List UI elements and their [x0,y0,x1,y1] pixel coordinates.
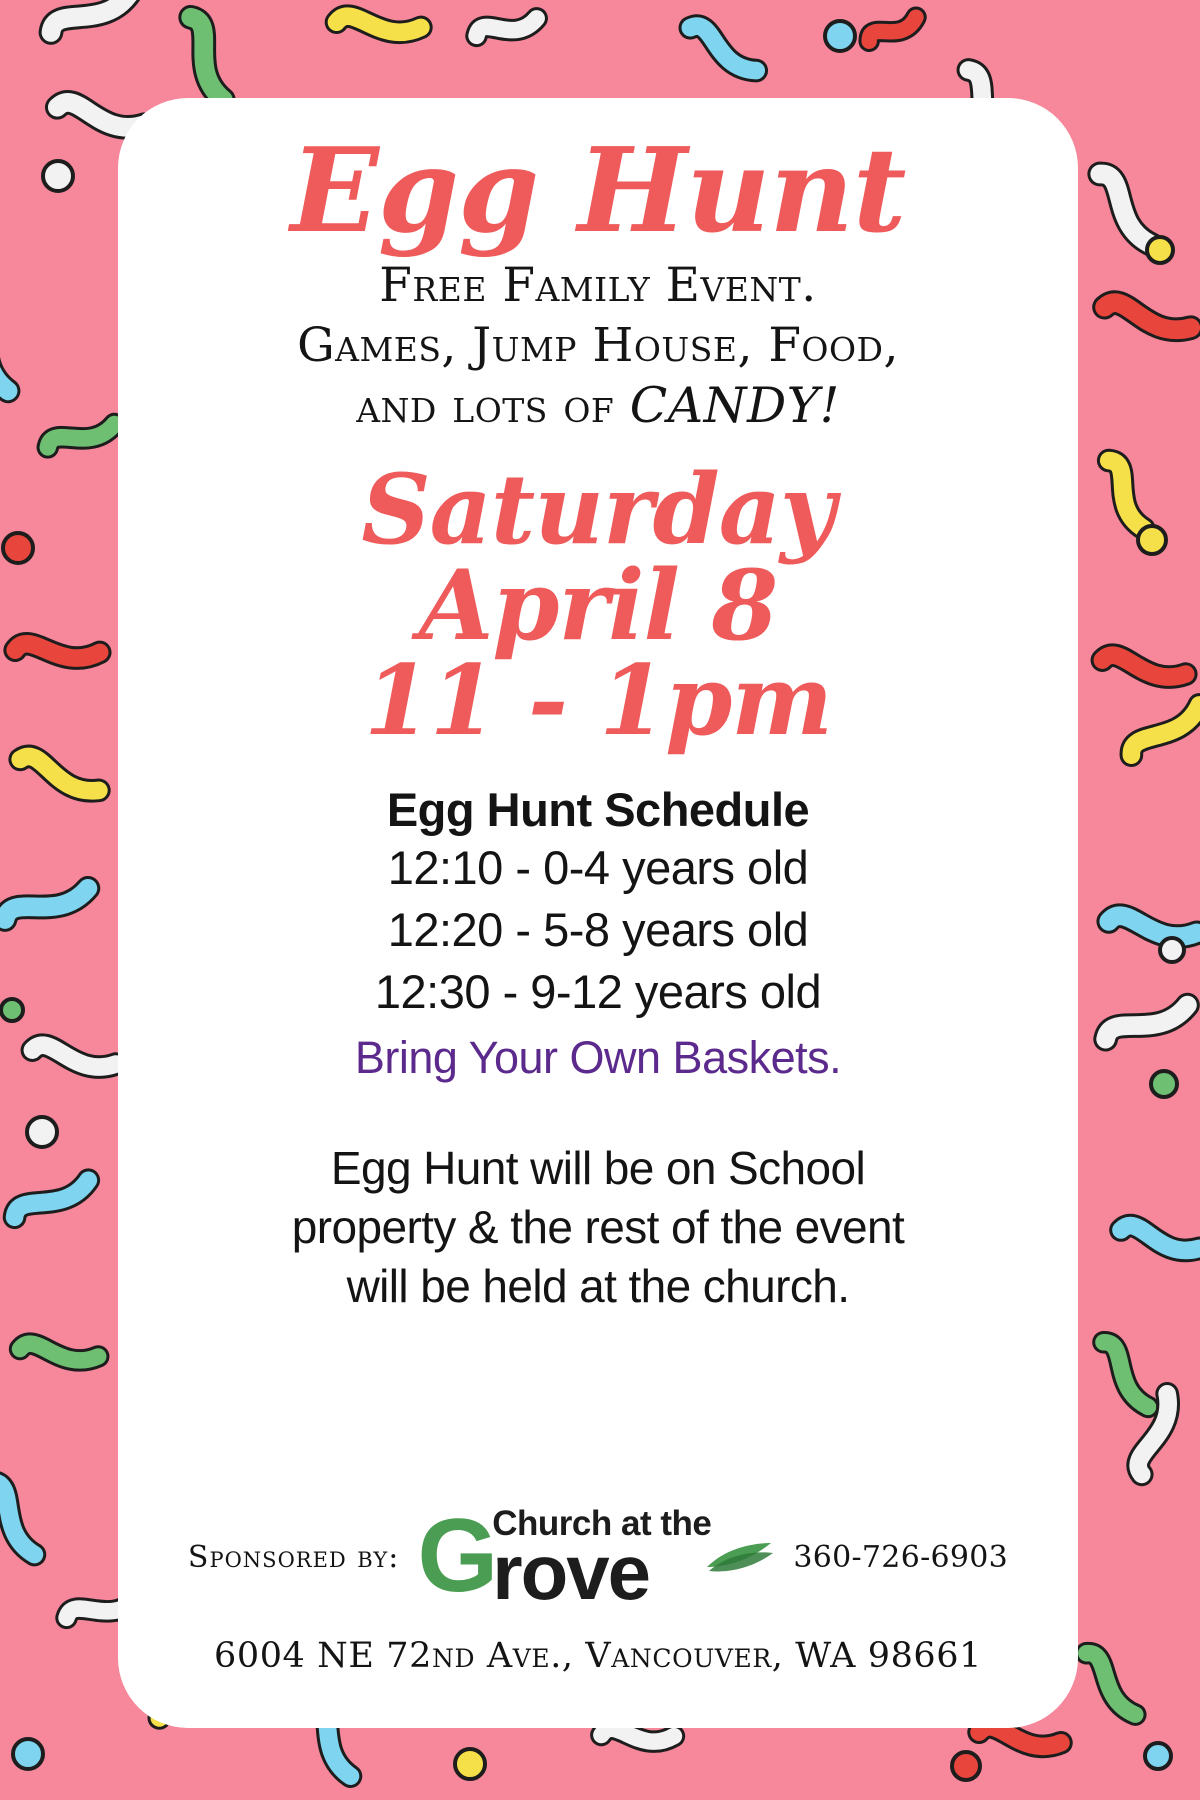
event-subtitle [162,256,1034,436]
schedule-heading: Egg Hunt Schedule [386,782,810,836]
poster-card [118,98,1078,1728]
logo-bottom-text: rove [492,1527,650,1616]
sponsored-by-label: Sponsored by: [187,1539,400,1575]
schedule-block [162,782,1034,1088]
phone-number: 360-726-6903 [793,1539,1009,1575]
logo-initial-g: G [417,1498,499,1615]
street-address: 6004 NE 72nd Ave., Vancouver, WA 98661 [213,1636,983,1676]
schedule-row: 12:20 - 5-8 years old [387,902,809,956]
subtitle-line-1: Free Family Event. [379,258,817,314]
location-notice [162,1139,1034,1316]
event-day: Saturday [361,453,835,567]
sponsor-row [118,1498,1078,1616]
location-notice-line: Egg Hunt will be on School [330,1142,866,1195]
subtitle-line-2: Games, Jump House, Food, [297,317,899,373]
schedule-row: 12:10 - 0-4 years old [387,840,809,894]
location-notice-line: property & the rest of the event [291,1201,905,1254]
schedule-note: Bring Your Own Baskets. [354,1031,842,1083]
logo-top-text: Church at the [492,1503,712,1543]
event-time: 11 - 1pm [364,643,832,757]
location-notice-line: will be held at the church. [346,1259,850,1312]
page-title: Egg Hunt [290,123,906,259]
subtitle-line-3-emphasis: CANDY! [629,376,840,434]
event-date-block [162,453,1034,757]
leaf-icon [705,1537,775,1577]
subtitle-line-3-prefix: and lots of [356,378,630,434]
schedule-row: 12:30 - 9-12 years old [374,964,822,1018]
church-at-the-grove-logo [413,1498,779,1616]
event-date: April 8 [418,548,778,662]
subtitle-line-3 [162,375,1034,437]
